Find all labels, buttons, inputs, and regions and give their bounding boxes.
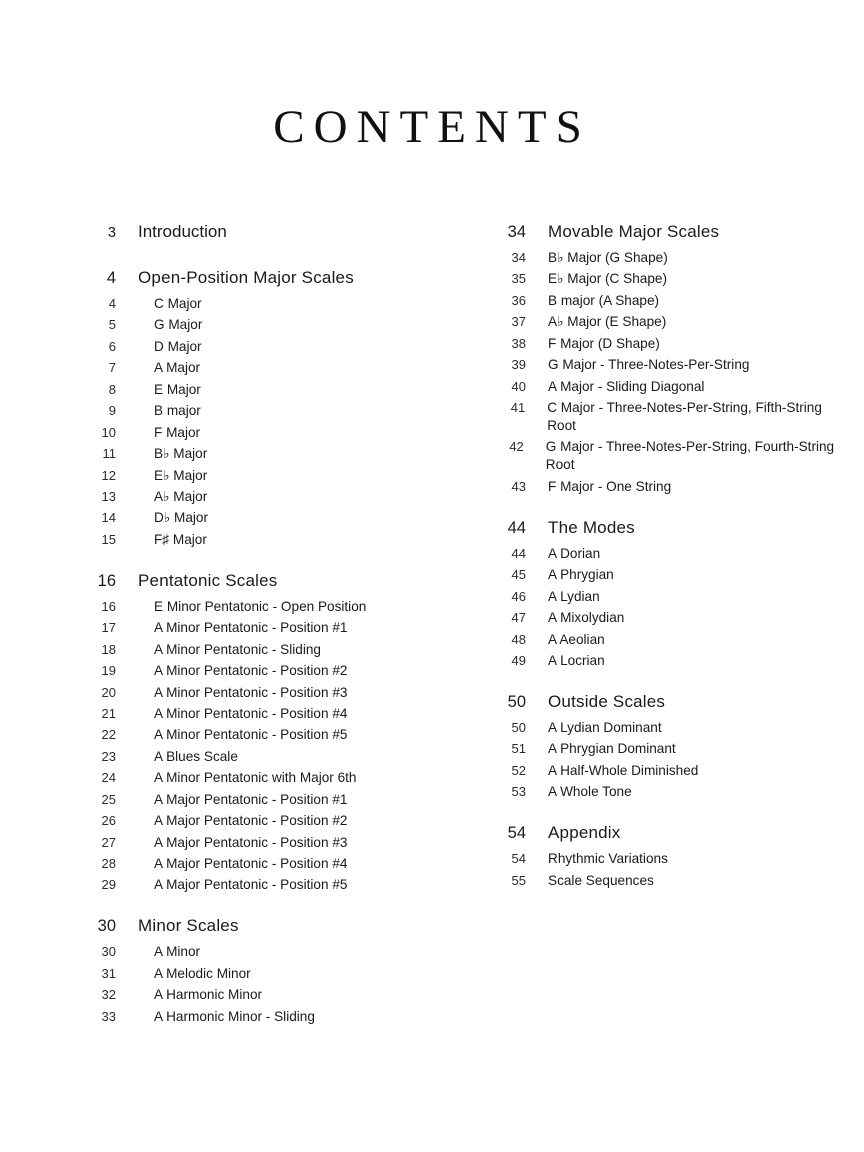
toc-entry[interactable]: [78, 965, 478, 983]
toc-entry-label: A♭ Major: [154, 488, 208, 504]
toc-entry[interactable]: [488, 783, 848, 801]
toc-entry-page: 28: [101, 856, 116, 871]
toc-entry[interactable]: [488, 566, 848, 584]
toc-entry-page: 55: [511, 872, 526, 888]
toc-entry-page: 11: [102, 446, 116, 462]
toc-entry-label: A Minor Pentatonic with Major 6th: [154, 770, 357, 786]
toc-entry-label: A Blues Scale: [154, 748, 238, 764]
toc-entry-page: 54: [511, 851, 526, 867]
toc-entry[interactable]: [488, 545, 848, 563]
toc-entry-page: 3: [107, 225, 116, 241]
toc-entry-page: 37: [511, 314, 526, 330]
toc-column-right: [488, 222, 848, 1048]
toc-column-left: [78, 222, 478, 1048]
toc-entry[interactable]: [78, 684, 478, 702]
toc-entry-page: 9: [108, 403, 116, 419]
toc-section-page: 50: [507, 692, 526, 711]
toc-entry-label: A Major Pentatonic - Position #1: [154, 791, 348, 807]
toc-entry-page: 8: [108, 381, 116, 397]
toc-entry-page: 51: [511, 741, 526, 757]
toc-entry-label: A Phrygian: [548, 567, 614, 583]
toc-entry-label: A Phrygian Dominant: [548, 741, 676, 757]
toc-columns: [0, 222, 864, 1048]
toc-entry[interactable]: [488, 631, 848, 649]
toc-entry[interactable]: [78, 943, 478, 961]
toc-entry[interactable]: [78, 424, 478, 442]
toc-entry-page: 29: [101, 877, 116, 893]
page-title: CONTENTS: [273, 101, 591, 153]
toc-entry-label: A Major Pentatonic - Position #5: [154, 877, 348, 893]
toc-section-page: 16: [97, 571, 116, 590]
toc-section-heading[interactable]: [488, 823, 848, 843]
toc-entry[interactable]: [78, 705, 478, 723]
toc-entry-label: A Harmonic Minor: [154, 987, 263, 1003]
toc-entry[interactable]: [488, 588, 848, 606]
toc-entry[interactable]: [78, 1008, 478, 1026]
toc-entry-label: D Major: [154, 338, 202, 354]
toc-entry-page: 17: [101, 620, 116, 636]
toc-entry-label: A Aeolian: [548, 631, 605, 647]
toc-entry-page: 26: [101, 813, 116, 829]
toc-section: [78, 571, 478, 895]
toc-entry-label: C Major: [154, 296, 202, 311]
toc-entry[interactable]: [488, 249, 848, 267]
toc-section-label: The Modes: [548, 517, 635, 537]
toc-entry-label: A Major Pentatonic - Position #4: [154, 856, 348, 871]
toc-section-page: 54: [507, 824, 526, 843]
toc-entry[interactable]: [78, 726, 478, 744]
toc-entry-introduction[interactable]: [78, 222, 478, 242]
toc-section-heading[interactable]: [488, 692, 848, 712]
toc-section-heading[interactable]: [78, 571, 478, 591]
toc-entry-label: A Lydian: [548, 588, 600, 604]
toc-entry[interactable]: [78, 445, 478, 463]
toc-entry[interactable]: [78, 295, 478, 313]
toc-entry[interactable]: [78, 488, 478, 506]
toc-entry-page: 44: [511, 545, 526, 561]
toc-entry-page: 45: [511, 567, 526, 583]
toc-entry[interactable]: [488, 609, 848, 627]
toc-entry-label: A Minor: [154, 944, 201, 960]
toc-entry-label: F♯ Major: [154, 531, 207, 547]
toc-entry-page: 18: [101, 641, 116, 657]
toc-entry[interactable]: [488, 378, 848, 396]
toc-entry-page: 21: [101, 705, 116, 721]
toc-entry-page: 39: [511, 357, 526, 373]
toc-entry[interactable]: [78, 381, 478, 399]
toc-entry-label: A Melodic Minor: [154, 965, 251, 981]
toc-entry-page: 43: [511, 478, 526, 494]
toc-entry-label: G Major: [154, 317, 203, 333]
toc-section-page: 34: [507, 223, 526, 241]
toc-entry-page: 12: [101, 467, 116, 483]
toc-entry[interactable]: [78, 619, 478, 637]
toc-section: [488, 222, 848, 496]
toc-entry-label: G Major - Three-Notes-Per-String, Fourth-String Root: [545, 439, 835, 473]
toc-entry-label: B♭ Major (G Shape): [548, 250, 668, 265]
toc-entry-page: 52: [511, 762, 526, 778]
toc-entry-page: 34: [511, 250, 526, 265]
toc-entry-page: 23: [101, 748, 116, 764]
toc-entry[interactable]: [78, 467, 478, 485]
toc-entry-label: B major: [154, 403, 201, 419]
toc-section: [78, 916, 478, 1025]
toc-entry[interactable]: [78, 598, 478, 616]
toc-entry-page: 6: [108, 338, 116, 354]
toc-section: [488, 823, 848, 889]
toc-entry-page: 35: [511, 271, 526, 287]
toc-entry-label: F Major - One String: [548, 478, 672, 494]
toc-entry-label: D♭ Major: [154, 510, 208, 526]
toc-entry-label: A Minor Pentatonic - Sliding: [154, 641, 321, 657]
toc-entry[interactable]: [488, 335, 848, 353]
toc-section-heading[interactable]: [488, 222, 848, 242]
toc-entry[interactable]: [78, 402, 478, 420]
toc-entry[interactable]: [78, 338, 478, 356]
toc-entry[interactable]: [488, 292, 848, 310]
toc-entry-page: 41: [510, 400, 526, 416]
toc-entry-page: 53: [511, 784, 526, 800]
toc-entry-label: A Minor Pentatonic - Position #4: [154, 705, 348, 721]
toc-entry-label: A Minor Pentatonic - Position #5: [154, 727, 348, 743]
toc-entry-label: A Minor Pentatonic - Position #3: [154, 684, 348, 700]
toc-entry-label: F Major: [154, 424, 201, 440]
toc-section-page: 30: [97, 917, 116, 936]
toc-entry-page: 27: [101, 834, 116, 850]
toc-section-label: Appendix: [548, 823, 621, 843]
toc-entry-page: 16: [101, 598, 116, 614]
toc-section-label: Minor Scales: [138, 916, 239, 936]
toc-entry-label: G Major - Three-Notes-Per-String: [548, 357, 750, 373]
toc-entry-label: A Dorian: [548, 545, 601, 561]
toc-entry[interactable]: [488, 740, 848, 758]
toc-section-label: Outside Scales: [548, 691, 666, 711]
toc-entry[interactable]: [488, 399, 848, 435]
toc-entry-page: 24: [101, 770, 116, 786]
toc-section-label: Movable Major Scales: [548, 222, 720, 241]
toc-entry[interactable]: [488, 850, 848, 868]
toc-entry-label: A Minor Pentatonic - Position #1: [154, 620, 348, 636]
toc-entry-page: 13: [101, 488, 116, 504]
toc-entry[interactable]: [78, 791, 478, 809]
toc-entry[interactable]: [78, 855, 478, 873]
toc-entry-label: A Locrian: [548, 652, 605, 668]
toc-entry-label: A♭ Major (E Shape): [548, 314, 667, 330]
toc-section-heading[interactable]: [488, 518, 848, 538]
toc-entry-page: 5: [108, 317, 116, 333]
toc-entry-page: 48: [511, 631, 526, 647]
toc-section-page: 4: [106, 269, 116, 287]
toc-entry-label: A Minor Pentatonic - Position #2: [154, 663, 348, 679]
toc-entry[interactable]: [488, 872, 848, 890]
toc-entry-label: A Lydian Dominant: [548, 719, 662, 735]
toc-entry-label: A Whole Tone: [548, 784, 632, 800]
toc-entry[interactable]: [488, 270, 848, 288]
toc-entry-page: 42: [509, 439, 524, 455]
toc-section: [488, 692, 848, 801]
toc-entry[interactable]: [488, 719, 848, 737]
toc-section-heading[interactable]: [78, 268, 478, 288]
toc-entry-page: 50: [511, 719, 526, 735]
toc-section: [488, 518, 848, 670]
toc-entry-page: 47: [511, 610, 526, 626]
toc-entry[interactable]: [78, 662, 478, 680]
toc-entry-page: 46: [511, 588, 526, 604]
toc-section: [78, 268, 478, 549]
toc-entry-label: A Major Pentatonic - Position #3: [154, 834, 348, 850]
toc-entry-page: 25: [101, 791, 116, 807]
toc-entry-page: 49: [511, 652, 526, 668]
toc-entry-label: Introduction: [138, 222, 227, 241]
toc-entry-label: E♭ Major: [154, 467, 208, 483]
toc-entry[interactable]: [78, 641, 478, 659]
toc-entry[interactable]: [488, 652, 848, 670]
toc-entry-page: 7: [108, 360, 116, 376]
toc-entry-page: 30: [101, 944, 116, 960]
toc-entry-page: 33: [101, 1008, 116, 1024]
toc-entry[interactable]: [78, 834, 478, 852]
toc-entry[interactable]: [78, 359, 478, 377]
toc-section-label: Pentatonic Scales: [138, 570, 278, 590]
toc-entry-label: A Mixolydian: [548, 610, 625, 626]
toc-entry-label: A Major: [154, 360, 201, 376]
toc-entry-label: A Major - Sliding Diagonal: [548, 378, 705, 394]
toc-entry-page: 31: [101, 965, 116, 981]
toc-entry-page: 38: [511, 335, 526, 351]
toc-section-page: 44: [507, 518, 526, 537]
toc-entry[interactable]: [78, 531, 478, 549]
toc-entry[interactable]: [488, 478, 848, 496]
toc-entry-label: A Major Pentatonic - Position #2: [154, 813, 348, 829]
toc-entry-label: E♭ Major (C Shape): [548, 271, 667, 287]
toc-entry-page: 36: [511, 292, 526, 308]
toc-entry-page: 15: [101, 531, 116, 547]
toc-entry[interactable]: [488, 356, 848, 374]
toc-entry-page: 22: [101, 727, 116, 743]
toc-entry[interactable]: [488, 438, 848, 474]
toc-entry-page: 32: [101, 987, 116, 1003]
toc-entry-page: 4: [108, 296, 116, 311]
toc-entry[interactable]: [488, 313, 848, 331]
toc-entry-label: A Harmonic Minor - Sliding: [154, 1008, 315, 1024]
toc-entry-page: 10: [101, 424, 116, 440]
toc-entry-page: 19: [101, 663, 116, 679]
toc-entry[interactable]: [78, 316, 478, 334]
toc-entry-label: C Major - Three-Notes-Per-String, Fifth-String Root: [547, 400, 822, 433]
toc-entry-page: 20: [101, 684, 116, 700]
toc-entry-label: B major (A Shape): [548, 292, 660, 308]
toc-entry-label: B♭ Major: [154, 446, 208, 462]
toc-entry[interactable]: [78, 748, 478, 766]
toc-section-label: Open-Position Major Scales: [138, 268, 354, 287]
toc-entry[interactable]: [78, 986, 478, 1004]
toc-entry-page: 14: [101, 510, 116, 526]
toc-entry-label: A Half-Whole Diminished: [548, 762, 699, 778]
toc-entry[interactable]: [78, 509, 478, 527]
toc-entry-label: Rhythmic Variations: [548, 851, 668, 867]
toc-entry[interactable]: [488, 762, 848, 780]
toc-entry[interactable]: [78, 769, 478, 787]
toc-section-heading[interactable]: [78, 916, 478, 936]
toc-entry-label: E Major: [154, 381, 201, 397]
toc-entry[interactable]: [78, 812, 478, 830]
toc-entry-label: Scale Sequences: [548, 872, 654, 888]
toc-entry[interactable]: [78, 876, 478, 894]
toc-entry-label: E Minor Pentatonic - Open Position: [154, 598, 367, 614]
toc-entry-page: 40: [511, 378, 526, 394]
toc-entry-label: F Major (D Shape): [548, 335, 660, 351]
